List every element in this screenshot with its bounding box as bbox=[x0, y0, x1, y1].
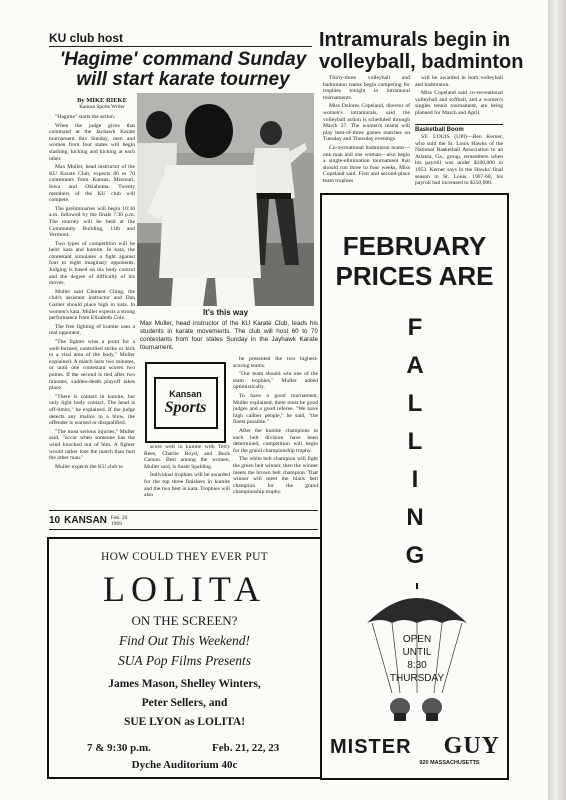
ad-headline-line1: FEBRUARY bbox=[342, 231, 487, 261]
paragraph: "The most serious injuries," Muller said, "occur when someone has the wind knocked out of him. A fighter would rather lose the match than hurt the other man." bbox=[49, 428, 135, 462]
ad-headline bbox=[322, 231, 507, 291]
open-hours: OPEN UNTIL 8:30 THURSDAY bbox=[389, 634, 445, 684]
boom-title: Basketball Boom bbox=[415, 127, 464, 133]
ad-venue: Dyche Auditorium 40c bbox=[131, 759, 238, 771]
karate-column-3 bbox=[233, 356, 318, 506]
folio-number: 10 bbox=[49, 515, 61, 526]
paragraph: Co-recreational badminton teams—one man and one woman—also begin a single-elimination tournament that should run three to four weeks, Miss Copeland said. First and second-place team trophies bbox=[323, 144, 410, 184]
paragraph: "There is contact in kumite, but only light body contact. The head is off-limits," he explained. If the judge detects any malice in a blow, the offender is warned or disqualified. bbox=[49, 393, 135, 427]
karate-students-photo bbox=[137, 93, 314, 306]
paragraph: Muller said Clement Ching, the club's assistant instructor and Dan Garner should place high in kata. In women's kata, Muller expects a strong performance from Elizabeth Cole. bbox=[49, 288, 135, 322]
paragraph: Miss Dolores Copeland, director of women's intramurals, said the volleyball action is scheduled through March 27. The women's teams will play best-of-three games matches on Tuesday and Thursday evenings. bbox=[323, 103, 410, 143]
folio-date: Feb. 20 1969 bbox=[110, 514, 128, 527]
ad-cast2: Peter Sellers, and bbox=[141, 697, 228, 709]
logo-guy: GUY bbox=[443, 733, 500, 759]
ad-headline-line2: PRICES ARE bbox=[335, 261, 494, 291]
falling-letter: L bbox=[407, 428, 423, 455]
karate-headline bbox=[52, 50, 314, 90]
falling-letters bbox=[400, 309, 430, 575]
falling-letter: F bbox=[407, 314, 423, 341]
byline-name: By MIKE RIEKE bbox=[77, 97, 127, 104]
ad-line2: ON THE SCREEN? bbox=[131, 613, 238, 628]
ad-line3: Find Out This Weekend! bbox=[118, 633, 251, 648]
paragraph: After the kumite champions in each belt division have been determined, competition will begin for the grand championship trophy. bbox=[233, 427, 318, 454]
karate-photo bbox=[137, 93, 314, 306]
paragraph: Max Muller, head instructor of the KU Karate Club, expects 60 to 70 contestants from Kansas, Missouri, Iowa and Oklahoma. Twenty members of the KU club will compete. bbox=[49, 164, 135, 204]
falling-letter: I bbox=[411, 466, 419, 493]
kicker-rule bbox=[49, 46, 312, 47]
logo-kansan: Kansan bbox=[169, 388, 202, 399]
boom-text: ST. LOUIS (UPI)—Ben Kerner, who sold the St. Louis Hawks of the National Basketball Association to an Atlanta, Ga., group, remembers when his payroll was under $100,000 in 1953. Kerner says in the Hawks' final season in St. Louis, 1967-68, his payroll had increased to $350,000. bbox=[415, 134, 503, 187]
intramurals-column-1 bbox=[323, 75, 410, 191]
paragraph: To have a good tournament, Muller explained, there must be good judges and a good referee. "We have high caliber people," he said, "the finest possible." bbox=[233, 392, 318, 426]
mister-guy-ad bbox=[320, 193, 509, 780]
paragraph: "Hagime" starts the action. bbox=[55, 114, 116, 120]
photo-caption: Max Muller, head instructor of the KU Karate Club, leads his students in karate movements. The club will host 60 to 70 contestants from four states Sunday in the Jayhawk Karate tournament. bbox=[140, 320, 318, 351]
paragraph: "The fighter wins a point for a well-formed, controlled strike or kick to a vital area of the body," Muller explained. A match lasts two minutes, or until one contestant scores two points. If the second is tied after two minutes, sudden-death playoff takes place. bbox=[49, 339, 135, 392]
adjacent-page-edge bbox=[548, 0, 566, 800]
falling-letter: N bbox=[406, 504, 424, 531]
folio-bottom-rule bbox=[49, 529, 318, 530]
paragraph: Thirty-three volleyball and badminton teams begin competing for trophies tonight in intramural tournaments. bbox=[323, 75, 410, 101]
ad-cast3: SUE LYON as LOLITA! bbox=[123, 716, 246, 728]
intramurals-headline bbox=[319, 29, 539, 73]
karate-headline-line1: 'Hagime' command Sunday bbox=[59, 49, 307, 70]
mister-guy-logo bbox=[330, 733, 500, 760]
karate-column-1 bbox=[49, 114, 135, 526]
ad-cast1: James Mason, Shelley Winters, bbox=[108, 678, 261, 690]
paragraph: will be awarded in both volleyball and badminton. bbox=[415, 75, 503, 88]
paragraph: Muller expects the KU club to bbox=[55, 463, 123, 470]
paragraph: Individual trophies will be awarded for the top three finishers in kumite and the two best in kata. Trophies will also bbox=[144, 472, 230, 499]
paragraph: score well in kumite with Terry Rees, Charlie Boyd, and Buck Carson. Best among the women, Muller said, is Susie Spalding. bbox=[144, 444, 230, 470]
paragraph: The white belt champion will fight the green belt winner, then the winner meets the brown belt champion. That winner will meet the black belt champion for the grand championship trophy. bbox=[233, 456, 318, 496]
byline-role: Kansan Sports Writer bbox=[79, 104, 125, 110]
paragraph: When the judge gives that command at the Jayhawk Karate tournament this Sunday, men and women from four states will begin slashing, kicking and kicking at each other. bbox=[49, 122, 135, 162]
paragraph: The preliminaries will begin 10:30 a.m. followed by the finals 7:30 p.m. The tourney will be held at the Community Building, 11th and Vermont. bbox=[49, 205, 135, 239]
karate-column-2 bbox=[144, 444, 230, 508]
folio-paper: KANSAN bbox=[64, 515, 107, 526]
intramurals-headline-line2: volleyball, badminton bbox=[319, 51, 524, 73]
byline bbox=[62, 97, 142, 110]
ad-title: LOLITA bbox=[102, 569, 267, 609]
ad-times: 7 & 9:30 p.m. bbox=[87, 742, 151, 754]
paragraph: "Our team should win one of the team trophies," Muller added optimistically. bbox=[233, 371, 318, 391]
kansan-sports-logo bbox=[145, 362, 226, 443]
lolita-ad bbox=[47, 537, 322, 779]
falling-letter: G bbox=[405, 542, 425, 569]
paragraph: The free fighting of kumite uses a real opponent. bbox=[49, 323, 135, 337]
logo-mister: MISTER bbox=[330, 736, 412, 758]
boom-rule bbox=[415, 124, 503, 125]
falling-letter: A bbox=[406, 352, 424, 379]
logo-sports: Sports bbox=[164, 398, 207, 416]
ad-line1: HOW COULD THEY EVER PUT bbox=[100, 551, 269, 563]
basketball-boom bbox=[415, 127, 503, 187]
paragraph: Miss Copeland said co-recreational volleyball and softball, and a women's singles tennis tournament, are being planned for March and April. bbox=[415, 90, 503, 116]
ad-address: 920 MASSACHUSETTS bbox=[419, 760, 480, 766]
intramurals-column-2 bbox=[415, 75, 503, 121]
ad-line4: SUA Pop Films Presents bbox=[117, 653, 252, 668]
kicker: KU club host bbox=[49, 31, 123, 45]
paragraph: be presented the two highest-scoring teams. bbox=[233, 356, 318, 369]
folio-top-rule bbox=[49, 510, 318, 511]
paragraph: Two types of competition will be held: kata and kumite. In kata, the contestant simulates a fight against four to eight imaginary opponents. Judging is based on his body control and the degree of difficulty of his moves. bbox=[49, 240, 135, 287]
ad-dates: Feb. 21, 22, 23 bbox=[212, 742, 280, 754]
karate-headline-line2: will start karate tourney bbox=[76, 69, 290, 90]
photo-title: It's this way bbox=[202, 308, 249, 317]
intramurals-headline-line1: Intramurals begin in bbox=[319, 29, 511, 51]
folio bbox=[49, 513, 144, 528]
falling-letter: L bbox=[407, 390, 423, 417]
